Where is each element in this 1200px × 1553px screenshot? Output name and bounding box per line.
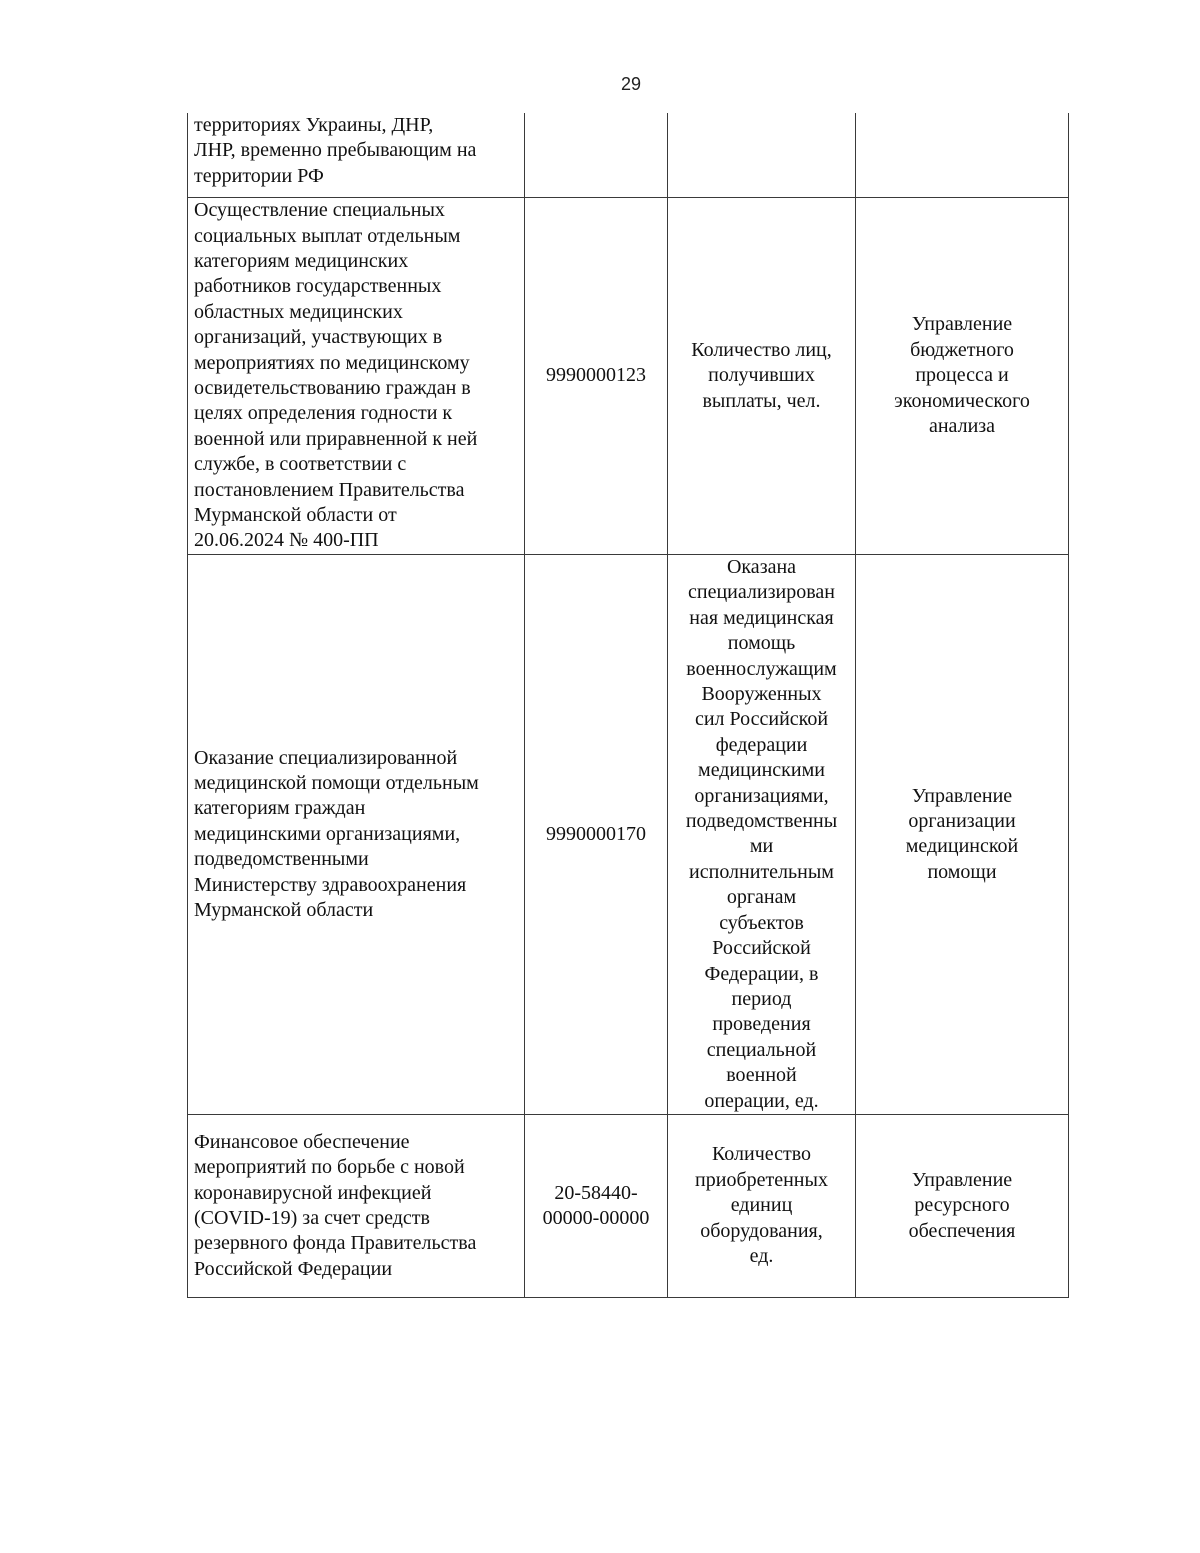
indicator-text: Оказана специализирован ная медицинская помощь военнослужащим Вооруженных сил Российской федерации медицинскими организациями, подведомственны ми исполнительным органам субъектов Российской Федерации, в период проведения специальной военной операции, ед.	[685, 556, 838, 1112]
description-text: Финансовое обеспечение мероприятий по борьбе с новой коронавирусной инфекцией (COVID-19) за счет средств резервного фонда Правительства Российской Федерации	[194, 1130, 477, 1280]
code-text: 9990000170	[546, 822, 646, 845]
program-table	[187, 113, 1069, 1298]
table-row	[188, 198, 1069, 555]
department-text: Управление ресурсного обеспечения	[908, 1168, 1016, 1242]
indicator-cell	[668, 113, 856, 198]
page-number: 29	[620, 74, 642, 94]
department-cell	[856, 555, 1069, 1115]
table-row	[188, 113, 1069, 198]
description-text: территориях Украины, ДНР, ЛНР, временно пребывающим на территории РФ	[194, 114, 477, 187]
department-text: Управление организации медицинской помощи	[905, 784, 1019, 883]
indicator-cell	[668, 555, 856, 1115]
description-cell	[188, 1114, 525, 1297]
department-cell	[856, 113, 1069, 198]
description-cell	[188, 555, 525, 1115]
department-text: Управление бюджетного процесса и экономического анализа	[894, 313, 1030, 438]
code-cell	[525, 555, 668, 1115]
department-cell	[856, 1114, 1069, 1297]
department-cell	[856, 198, 1069, 555]
description-text: Осуществление специальных социальных выплат отдельным категориям медицинских работников государственных областных медицинских организаций, участвующих в мероприятиях по медицинскому освидетельствованию граждан в целях определения годности к военной или приравненной к ней службе, в соответствии с постановлением Правительства Мурманской области от 20.06.2024 № 400-ПП	[194, 199, 478, 552]
description-text: Оказание специализированной медицинской помощи отдельным категориям граждан медицинскими организациями, подведомственными Министерству здравоохранения Мурманской области	[194, 746, 479, 921]
table-row	[188, 1114, 1069, 1297]
indicator-text: Количество приобретенных единиц оборудования, ед.	[695, 1143, 828, 1268]
table-row	[188, 555, 1069, 1115]
indicator-cell	[668, 198, 856, 555]
description-cell	[188, 113, 525, 198]
code-cell	[525, 198, 668, 555]
indicator-cell	[668, 1114, 856, 1297]
indicator-text: Количество лиц, получивших выплаты, чел.	[691, 338, 832, 412]
description-cell	[188, 198, 525, 555]
code-cell	[525, 113, 668, 198]
code-text: 9990000123	[546, 364, 646, 387]
code-cell	[525, 1114, 668, 1297]
code-text: 20-58440- 00000-00000	[542, 1181, 650, 1229]
